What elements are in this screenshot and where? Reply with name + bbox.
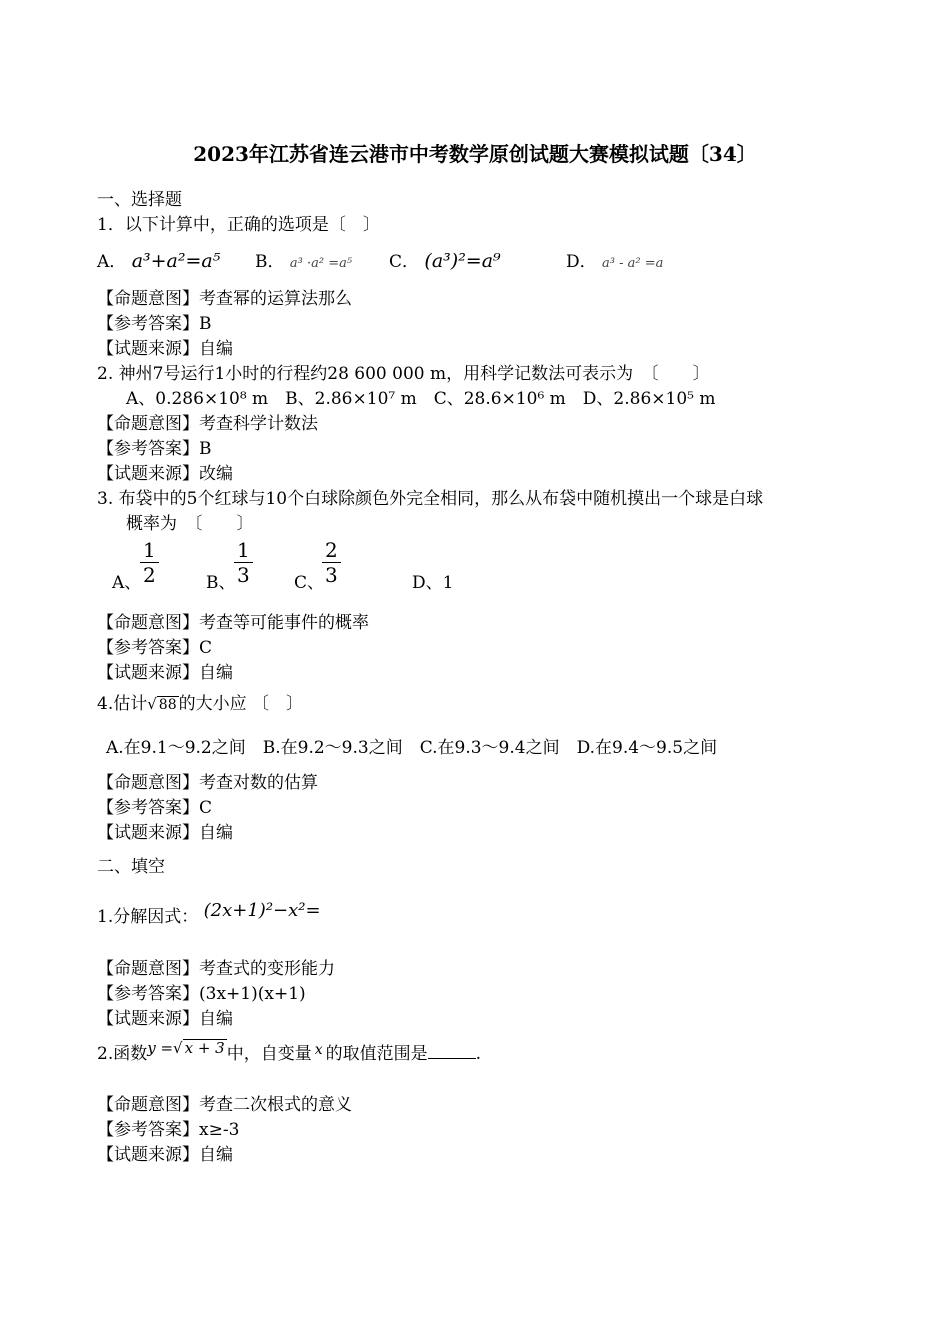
q4-stem xyxy=(97,693,303,715)
q1-option-d-label: D． xyxy=(566,252,597,272)
q4-answer: 【参考答案】C xyxy=(97,798,213,818)
f2-intent: 【命题意图】考查二次根式的意义 xyxy=(97,1095,352,1115)
q3-source: 【试题来源】自编 xyxy=(97,663,233,683)
f2-math-radicand: x + 3 xyxy=(184,1039,225,1057)
q3-option-a-label: A、 xyxy=(112,573,142,593)
f1-source: 【试题来源】自编 xyxy=(97,1009,233,1029)
q1-option-d xyxy=(566,247,663,272)
q3-answer: 【参考答案】C xyxy=(97,638,213,658)
f1-stem xyxy=(97,900,321,928)
f2-math-lhs: y = xyxy=(147,1039,174,1057)
q2-answer: 【参考答案】B xyxy=(97,439,212,459)
q4-options: A.在9.1～9.2之间 B.在9.2～9.3之间 C.在9.3～9.4之间 D.在9.4～9.5之间 xyxy=(106,738,718,758)
q3-option-c-label: C、 xyxy=(294,573,325,593)
f1-intent: 【命题意图】考查式的变形能力 xyxy=(97,959,335,979)
sqrt-icon: √ xyxy=(147,695,157,713)
f2-stem xyxy=(97,1039,482,1066)
q3-option-c-numerator: 2 xyxy=(322,538,341,563)
f1-stem-text: 1.分解因式： xyxy=(97,907,199,927)
q1-option-a xyxy=(97,247,220,272)
q4-source: 【试题来源】自编 xyxy=(97,823,233,843)
q2-stem: 2. 神州7号运行1小时的行程约28 600 000 m，用科学记数法可表示为 〔 〕 xyxy=(97,364,710,384)
f2-source: 【试题来源】自编 xyxy=(97,1145,233,1165)
q4-stem-post: 的大小应 〔 〕 xyxy=(178,694,304,714)
f1-answer: 【参考答案】(3x+1)(x+1) xyxy=(97,984,306,1004)
f2-stem-mid: 中，自变量 xyxy=(226,1044,312,1064)
q1-option-c xyxy=(389,247,501,272)
f2-answer: 【参考答案】x≥-3 xyxy=(97,1120,240,1140)
q1-option-b-label: B． xyxy=(255,252,285,272)
q1-answer: 【参考答案】B xyxy=(97,314,212,334)
q4-stem-pre: 4.估计 xyxy=(97,694,148,714)
sqrt-icon: √ xyxy=(173,1039,183,1057)
q3-stem-cont: 概率为 〔 〕 xyxy=(126,514,254,534)
q3-option-a-fraction xyxy=(140,538,159,587)
q3-option-b-fraction xyxy=(234,538,253,587)
f2-var: x xyxy=(314,1042,323,1058)
q3-option-c-fraction xyxy=(322,538,341,587)
f2-answer-blank xyxy=(428,1044,476,1059)
q3-option-a-numerator: 1 xyxy=(140,538,159,563)
q2-intent: 【命题意图】考查科学计数法 xyxy=(97,414,318,434)
q1-option-a-math: a³+a²=a⁵ xyxy=(131,250,221,272)
q3-option-d: D、1 xyxy=(412,573,454,593)
q1-option-b xyxy=(255,247,352,272)
q4-radicand: 88 xyxy=(158,697,177,713)
f1-math: (2x+1)²−x²= xyxy=(203,900,321,921)
q4-intent: 【命题意图】考查对数的估算 xyxy=(97,773,318,793)
q3-intent: 【命题意图】考查等可能事件的概率 xyxy=(97,613,369,633)
f2-stem-pre: 2.函数 xyxy=(97,1044,148,1064)
q3-option-b-label: B、 xyxy=(206,573,236,593)
section-fill-heading: 二、填空 xyxy=(97,857,165,877)
section-choice-heading: 一、选择题 xyxy=(97,190,182,210)
q1-option-d-math: a³ - a² =a xyxy=(602,256,664,271)
q2-options: A、0.286×10⁸ m B、2.86×10⁷ m C、28.6×10⁶ m D、2.86×10⁵ m xyxy=(126,389,716,409)
q3-option-b-denominator: 3 xyxy=(237,563,250,587)
page-title: 2023年江苏省连云港市中考数学原创试题大赛模拟试题〔34〕 xyxy=(193,142,757,166)
q1-stem: 1．以下计算中，正确的选项是〔 〕 xyxy=(97,215,380,235)
q1-option-a-label: A． xyxy=(97,252,127,272)
q3-stem: 3. 布袋中的5个红球与10个白球除颜色外完全相同，那么从布袋中随机摸出一个球是白球 xyxy=(97,489,764,509)
q3-option-a-denominator: 2 xyxy=(143,563,156,587)
f2-stem-post: 的取值范围是 xyxy=(325,1044,428,1064)
q1-option-b-math: a³ ·a² =a⁵ xyxy=(289,256,353,271)
q1-intent: 【命题意图】考查幂的运算法那么 xyxy=(97,289,352,309)
f2-stem-end: . xyxy=(475,1044,482,1064)
q1-option-c-label: C． xyxy=(389,252,420,272)
q1-option-c-math: (a³)²=a⁹ xyxy=(424,250,501,272)
q1-source: 【试题来源】自编 xyxy=(97,339,233,359)
q2-source: 【试题来源】改编 xyxy=(97,464,233,484)
q3-option-c-denominator: 3 xyxy=(325,563,338,587)
q3-option-b-numerator: 1 xyxy=(234,538,253,563)
